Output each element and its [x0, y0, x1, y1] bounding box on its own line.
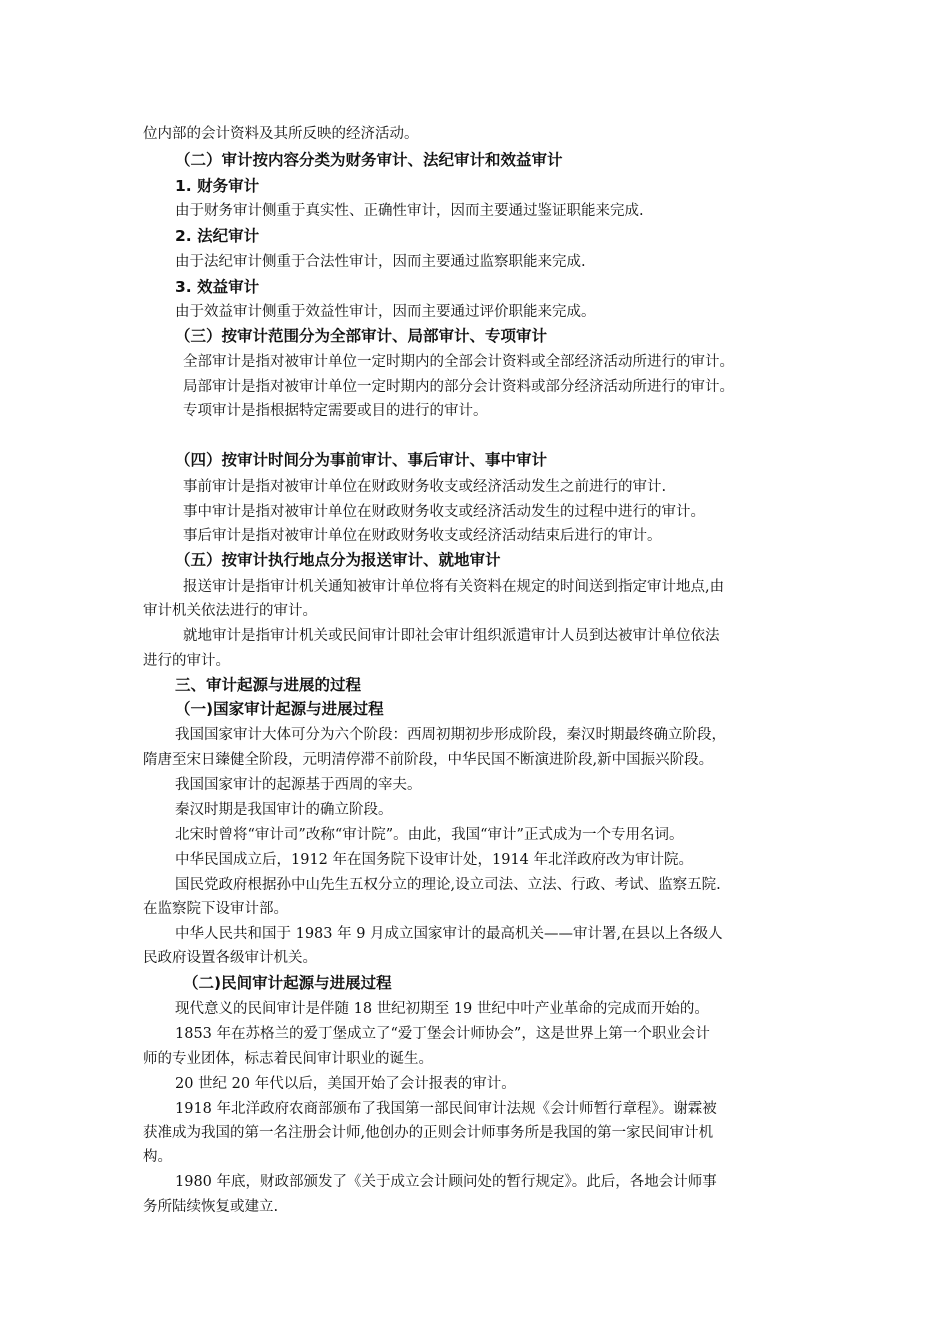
text-line: 中华人民共和国于 1983 年 9 月成立国家审计的最高机关——审计署,在县以上各级人 [175, 926, 723, 942]
text-line: 由于法纪审计侧重于合法性审计，因而主要通过监察职能来完成. [175, 254, 586, 270]
text-line: 务所陆续恢复或建立. [143, 1199, 279, 1215]
text-line: 进行的审计。 [143, 653, 230, 669]
text-line: 事前审计是指对被审计单位在财政财务收支或经济活动发生之前进行的审计. [183, 479, 667, 495]
section-heading: 三、审计起源与进展的过程 [175, 676, 362, 694]
text-line: 20 世纪 20 年代以后，美国开始了会计报表的审计。 [175, 1076, 516, 1092]
text-line: 获准成为我国的第一名注册会计师,他创办的正则会计师事务所是我国的第一家民间审计机 [143, 1125, 714, 1141]
text-line: 由于效益审计侧重于效益性审计，因而主要通过评价职能来完成。 [175, 304, 596, 320]
subheading: 2. 法纪审计 [175, 227, 260, 245]
subheading: 3. 效益审计 [175, 278, 260, 296]
text-line: 审计机关依法进行的审计。 [143, 603, 317, 619]
text-line: 民政府设置各级审计机关。 [143, 950, 317, 966]
text-line: 全部审计是指对被审计单位一定时期内的全部会计资料或全部经济活动所进行的审计。 [183, 354, 734, 370]
text-line: 国民党政府根据孙中山先生五权分立的理论,设立司法、立法、行政、考试、监察五院. [175, 877, 721, 893]
text-line: 事后审计是指对被审计单位在财政财务收支或经济活动结束后进行的审计。 [183, 528, 662, 544]
text-line: 师的专业团体，标志着民间审计职业的诞生。 [143, 1051, 433, 1067]
text-line: 隋唐至宋日臻健全阶段，元明清停滞不前阶段，中华民国不断演进阶段,新中国振兴阶段。 [143, 752, 714, 768]
text-line: 1980 年底，财政部颁发了《关于成立会计顾问处的暂行规定》。此后，各地会计师事 [175, 1174, 717, 1190]
section-heading: （四）按审计时间分为事前审计、事后审计、事中审计 [175, 451, 548, 469]
section-heading: （一)国家审计起源与进展过程 [175, 700, 384, 718]
section-heading: （五）按审计执行地点分为报送审计、就地审计 [175, 551, 501, 569]
text-line: 我国国家审计大体可分为六个阶段：西周初期初步形成阶段，秦汉时期最终确立阶段， [175, 727, 726, 743]
text-line: 事中审计是指对被审计单位在财政财务收支或经济活动发生的过程中进行的审计。 [183, 504, 705, 520]
text-line: 秦汉时期是我国审计的确立阶段。 [175, 802, 393, 818]
text-line: 构。 [143, 1149, 172, 1165]
section-heading: （二)民间审计起源与进展过程 [183, 974, 392, 992]
text-line: 1853 年在苏格兰的爱丁堡成立了“爱丁堡会计师协会”，这是世界上第一个职业会计 [175, 1026, 710, 1042]
text-line: 1918 年北洋政府农商部颁布了我国第一部民间审计法规《会计师暂行章程》。谢霖被 [175, 1101, 717, 1117]
text-line: 现代意义的民间审计是伴随 18 世纪初期至 19 世纪中叶产业革命的完成而开始的。 [175, 1001, 709, 1017]
section-heading: （二）审计按内容分类为财务审计、法纪审计和效益审计 [175, 151, 563, 169]
text-line: 中华民国成立后，1912 年在国务院下设审计处，1914 年北洋政府改为审计院。 [175, 852, 694, 868]
text-line: 局部审计是指对被审计单位一定时期内的部分会计资料或部分经济活动所进行的审计。 [183, 379, 734, 395]
text-line: 由于财务审计侧重于真实性、正确性审计，因而主要通过鉴证职能来完成. [175, 203, 644, 219]
text-line: 专项审计是指根据特定需要或目的进行的审计。 [183, 403, 488, 419]
subheading: 1. 财务审计 [175, 177, 260, 195]
text-line: 我国国家审计的起源基于西周的宰夫。 [175, 777, 422, 793]
section-heading: （三）按审计范围分为全部审计、局部审计、专项审计 [175, 327, 548, 345]
text-line: 位内部的会计资料及其所反映的经济活动。 [143, 126, 419, 142]
text-line: 报送审计是指审计机关通知被审计单位将有关资料在规定的时间送到指定审计地点,由 [183, 579, 725, 595]
text-line: 在监察院下设审计部。 [143, 901, 288, 917]
text-line: 就地审计是指审计机关或民间审计即社会审计组织派遣审计人员到达被审计单位依法 [183, 628, 720, 644]
text-line: 北宋时曾将“审计司”改称“审计院”。由此，我国“审计”正式成为一个专用名词。 [175, 827, 684, 843]
